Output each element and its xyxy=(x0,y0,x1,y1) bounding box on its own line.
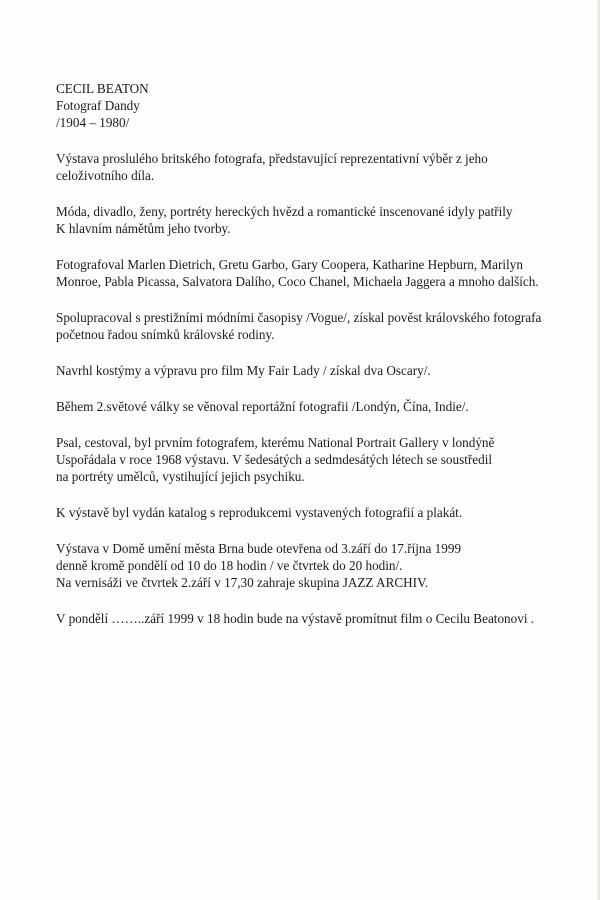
paragraph-line: početnou řadou snímků královské rodiny. xyxy=(56,327,275,342)
paragraph-line: Monroe, Pabla Picassa, Salvatora Dalího, Coco Chanel, Michaela Jaggera a mnoho dalších. xyxy=(56,274,539,289)
paragraph-line: Móda, divadlo, ženy, portréty hereckých hvězd a romantické inscenované idyly patřily xyxy=(56,204,513,219)
paragraph-line: V pondělí ……..září 1999 v 18 hodin bude na výstavě promítnut film o Cecilu Beatonovi . xyxy=(56,611,535,626)
paragraph xyxy=(56,540,556,591)
paragraph-line: Uspořádala v roce 1968 výstavu. V šedesátých a sedmdesátých létech se soustředil xyxy=(56,452,493,467)
paragraph-line: K hlavním námětům jeho tvorby. xyxy=(56,221,231,236)
header-block xyxy=(56,80,556,131)
artist-subtitle: Fotograf Dandy xyxy=(56,98,140,113)
paragraph-line: K výstavě byl vydán katalog s reprodukcemi vystavených fotografií a plakát. xyxy=(56,505,463,520)
paragraph-line: Výstava v Domě umění města Brna bude otevřena od 3.září do 17.října 1999 xyxy=(56,541,462,556)
paragraph-line: Spolupracoval s prestižními módními časopisy /Vogue/, získal pověst královského fotografa xyxy=(56,310,542,325)
paragraph-line: Výstava proslulého britského fotografa, představující reprezentativní výběr z jeho xyxy=(56,151,488,166)
paragraph-line: Psal, cestoval, byl prvním fotografem, kterému National Portrait Gallery v londýně xyxy=(56,435,495,450)
paragraph xyxy=(56,610,556,627)
artist-name: CECIL BEATON xyxy=(56,81,149,96)
paragraph-line: na portréty umělců, vystihující jejich psychiku. xyxy=(56,469,305,484)
document-body xyxy=(56,80,556,627)
paragraph-line: Na vernisáži ve čtvrtek 2.září v 17,30 zahraje skupina JAZZ ARCHIV. xyxy=(56,575,429,590)
artist-years: /1904 – 1980/ xyxy=(56,115,130,130)
paragraph-line: Fotografoval Marlen Dietrich, Gretu Garbo, Gary Coopera, Katharine Hepburn, Marilyn xyxy=(56,257,523,272)
paragraph xyxy=(56,362,556,379)
paragraph xyxy=(56,150,556,184)
paragraph xyxy=(56,256,556,290)
paragraph xyxy=(56,398,556,415)
paragraph-line: Během 2.světové války se věnoval reportážní fotografii /Londýn, Čína, Indie/. xyxy=(56,399,469,414)
paragraph-line: Navrhl kostýmy a výpravu pro film My Fair Lady / získal dva Oscary/. xyxy=(56,363,431,378)
paragraph xyxy=(56,203,556,237)
paragraph-line: celoživotního díla. xyxy=(56,168,155,183)
paragraphs xyxy=(56,150,556,627)
paragraph xyxy=(56,309,556,343)
paragraph xyxy=(56,504,556,521)
paragraph xyxy=(56,434,556,485)
paragraph-line: denně kromě pondělí od 10 do 18 hodin / ve čtvrtek do 20 hodin/. xyxy=(56,558,403,573)
